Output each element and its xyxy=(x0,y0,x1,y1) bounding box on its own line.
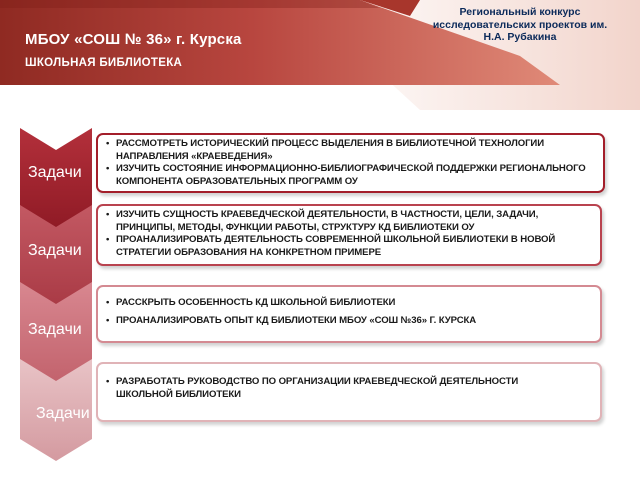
task-item: • ИЗУЧИТЬ СУЩНОСТЬ КРАЕВЕДЧЕСКОЙ ДЕЯТЕЛЬНОСТИ, В ЧАСТНОСТИ, ЦЕЛИ, ЗАДАЧИ, ПРИНЦИПЫ, МЕТОДЫ, ФУНКЦИИ РАБОТЫ, СТРУКТУРУ КД БИБЛИОТЕКИ ОУ xyxy=(106,209,594,234)
row-label: Задачи xyxy=(28,242,82,259)
task-box-4 xyxy=(96,362,602,422)
school-title: МБОУ «СОШ № 36» г. Курска xyxy=(25,31,242,48)
contest-line: Региональный конкурс xyxy=(459,6,581,18)
task-item: • РАССМОТРЕТЬ ИСТОРИЧЕСКИЙ ПРОЦЕСС ВЫДЕЛЕНИЯ В БИБЛИОТЕЧНОЙ ТЕХНОЛОГИИ НАПРАВЛЕНИЯ «КРАЕВЕДЕНИЯ» xyxy=(106,138,597,163)
task-item: • ПРОАНАЛИЗИРОВАТЬ ДЕЯТЕЛЬНОСТЬ СОВРЕМЕННОЙ ШКОЛЬНОЙ БИБЛИОТЕКИ В НОВОЙ СТРАТЕГИИ ОБРАЗОВАНИЯ НА КОНКРЕТНОМ ПРИМЕРЕ xyxy=(106,234,594,259)
task-box-3 xyxy=(96,285,602,343)
row-label: Задачи xyxy=(36,405,90,422)
contest-line: Н.А. Рубакина xyxy=(483,31,557,43)
task-box-1 xyxy=(96,133,605,193)
task-item: • РАЗРАБОТАТЬ РУКОВОДСТВО ПО ОРГАНИЗАЦИИ КРАЕВЕДЧЕСКОЙ ДЕЯТЕЛЬНОСТИ ШКОЛЬНОЙ БИБЛИОТЕКИ xyxy=(106,376,540,401)
library-title: ШКОЛЬНАЯ БИБЛИОТЕКА xyxy=(25,57,183,69)
task-item: • ПРОАНАЛИЗИРОВАТЬ ОПЫТ КД БИБЛИОТЕКИ МБОУ «СОШ №36» Г. КУРСКА xyxy=(106,315,594,328)
task-box-2 xyxy=(96,204,602,266)
task-item: • ИЗУЧИТЬ СОСТОЯНИЕ ИНФОРМАЦИОННО-БИБЛИОГРАФИЧЕСКОЙ ПОДДЕРЖКИ РЕГИОНАЛЬНОГО КОМПОНЕНТА ОБРАЗОВАТЕЛЬНЫХ ПРОГРАММ ОУ xyxy=(106,163,597,188)
row-label: Задачи xyxy=(28,321,82,338)
contest-line: исследовательских проектов им. xyxy=(432,18,608,31)
task-item: • РАССКРЫТЬ ОСОБЕННОСТЬ КД ШКОЛЬНОЙ БИБЛИОТЕКИ xyxy=(106,297,594,310)
row-label: Задачи xyxy=(28,164,82,181)
